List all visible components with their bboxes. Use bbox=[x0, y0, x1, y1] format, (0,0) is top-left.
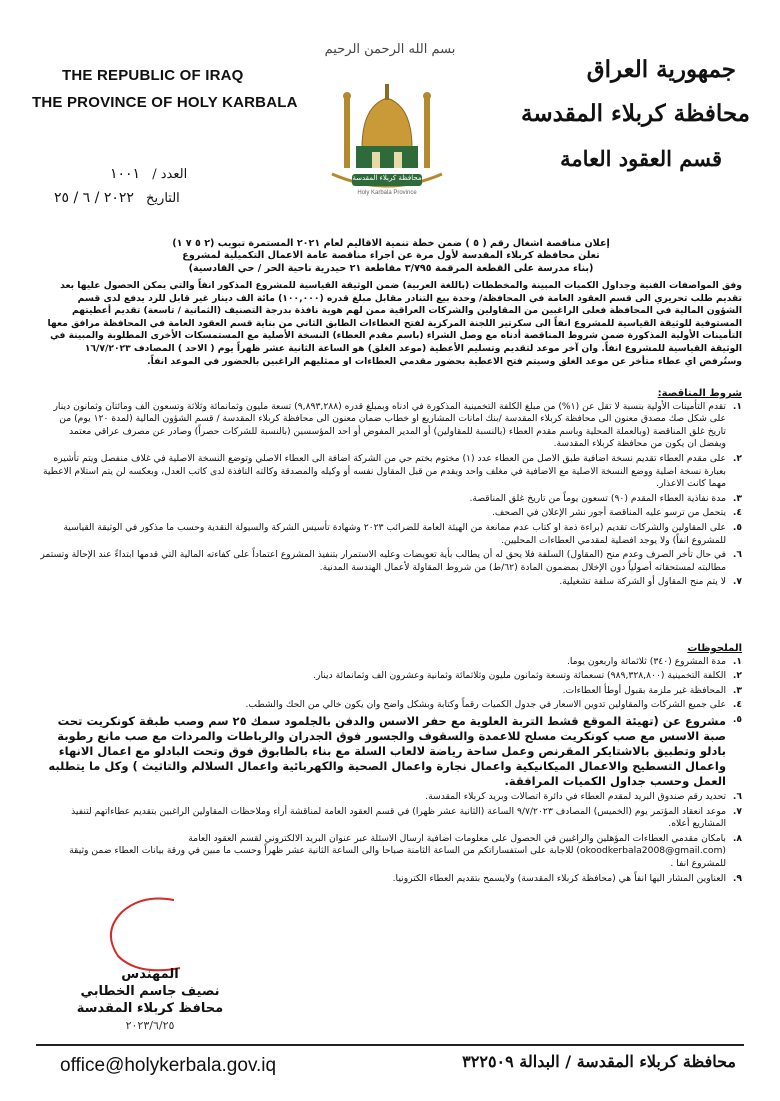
footer-address-ar: محافظة كربلاء المقدسة / البدالة ٣٢٢٥٠٩ bbox=[462, 1052, 736, 1071]
notes-item bbox=[40, 714, 742, 789]
notes-item bbox=[40, 833, 742, 871]
conditions-item-text: على المقاولين والشركات تقديم (براءة ذمة او كتاب عدم ممانعة من الهيئة العامة للضرائب ٢٠٢٣ وشهادة تأسيس الشركة والسيولة النقدية وحسب ما مذكور في الوثيقة القياسية للمشروع انفاً) ولا يوجد افضلية لمقدمي العطاءات المحليين. bbox=[63, 521, 726, 546]
emblem-caption-en: Holy Karbala Province bbox=[357, 190, 417, 196]
conditions-section bbox=[40, 388, 742, 591]
conditions-item bbox=[40, 549, 742, 574]
intro-paragraph: وفق المواصفات الفنية وجداول الكميات المبينة والمخططات (باللغة العربية) ضمن الوثيقة القياسية للمشروع المذكور انفاً والتي يمكن الحصول عليها بعد تقديم طلب تحريري الى قسم العقود العامة في المحافظة/ وحدة بيع التنادر مقابل مبلغ قدره (١٠٠,٠٠٠) مائة الف دينار غير قابل للرد يدفع لدى قسم الشؤون المالية في المحافظة فعلى الراغبين من المقاولين والشركات العراقية ممن لهم هوية نافذة بدرجة التصنيف (الثمانية / تاسعة) تقديم أعطيتهم المستوفية للوثيقة القياسية للمشروع انفاً الى سكرتير اللجنة المركزية لفتح العطاءات الطابق الثاني من بناية قسم العقود العامة في المحافظة مرافق معها التأمينات الأولية المذكورة ضمن شروط المناقصة أدناه مع وصل الشراء (باسم مقدم العطاء) النسخة الأصلية مع المستمسكات الأخرى المطلوبة والمبينة في الوثيقة القياسية للمشروع انفاً. وان آخر موعد لتقديم وتسليم الأعطية (موعد الغلق) هو الساعة الثانية عشر ظهراً يوم ( الاحد ) المصادف ١٦/٧/٢٠٢٣ وستُرفض اي عطاء متأخر عن موعد الغلق وسيتم فتح الاعطية بحضور مقدمي العطاءات او ممثليهم الراغبين بالحضور في الموعد انفاً. bbox=[47, 280, 742, 367]
conditions-item bbox=[40, 493, 742, 506]
republic-title-en: THE REPUBLIC OF IRAQ bbox=[62, 67, 244, 84]
signature-block bbox=[70, 966, 230, 1034]
announcement-header bbox=[40, 238, 742, 275]
notes-item-number: ٢. bbox=[732, 670, 742, 682]
karbala-emblem-logo bbox=[322, 78, 452, 206]
notes-item-text: مشروع عن (تهيئة الموقع قشط التربة العلوية مع حفر الاسس والدفن بالجلمود سمك ٢٥ سم وصب طبقة كونكريت تحت صبة الاسس مع صب كونكريت مسلح للاعمدة والسقوف والجسور فوق الجدران والرباطات والمردات مع صب مانع رطوبة بادلو وتطبيق بالاشتايكر المقرنص وعمل ساحة رياضة لالعاب السلة مع بناء بالطابوق فوق وتحت البادلو مع اعمال الانهاء واعمال التسطيح والاعمال الميكانيكية واعمال نجارة واعمال الصحية والكهربائية واعمال السلالم والتاثيث ) وكل ما يتطلبه العمل وحسب جداول الكميات المرافقة. bbox=[48, 713, 726, 788]
footer-divider bbox=[36, 1044, 744, 1046]
notes-item-text: الكلفة التخمينية (٩٨٩,٣٢٨,٨٠٠) تسعمائة وتسعة وثمانون مليون وثلاثمائة وثمانية وعشرون الف وثمانمائة دينار. bbox=[313, 670, 726, 682]
conditions-item-number: ٦. bbox=[732, 549, 742, 561]
conditions-item-number: ٧. bbox=[732, 576, 742, 588]
notes-list bbox=[40, 656, 742, 886]
conditions-item-number: ٥. bbox=[732, 521, 742, 533]
notes-item-number: ٩. bbox=[732, 872, 742, 884]
conditions-item-text: لا يتم منح المقاول أو الشركة سلفة تشغيلية. bbox=[559, 576, 726, 588]
conditions-item-number: ٣. bbox=[732, 492, 742, 504]
notes-title: الملحوظات bbox=[687, 643, 742, 654]
date-value: ٢٠٢٢ / ٦ / ٢٥ bbox=[54, 190, 134, 206]
bismillah: بسم الله الرحمن الرحيم bbox=[324, 42, 456, 57]
notes-item bbox=[40, 791, 742, 804]
conditions-item-text: مدة نفاذية العطاء المقدم (٩٠) تسعون يوماً من تاريخ غلق المناقصة. bbox=[469, 492, 726, 504]
notes-section bbox=[40, 643, 742, 887]
notes-item-text: المحافظة غير ملزمة بقبول أوطأ العطاءات. bbox=[562, 684, 726, 696]
notes-item bbox=[40, 699, 742, 712]
conditions-list bbox=[40, 401, 742, 589]
conditions-item bbox=[40, 576, 742, 589]
notes-item-text: موعد انعقاد المؤتمر يوم (الخميس) المصادف ٩/٧/٢٠٢٣ الساعة (الثانية عشر ظهرا) في قسم العقود العامة لمناقشة أراء وملاحظات المقاولين الراغبين بتقديم عطاءاتهم لتنفيذ المشاريع أعلاه. bbox=[71, 805, 726, 830]
signature-title: المهندس bbox=[121, 967, 179, 982]
notes-item-text: بامكان مقدمي العطاءات المؤهلين والراغبين في الحصول على معلومات اضافية ارسال الاسئلة عبر عنوان البريد الالكتروني لقسم العقود العامة (okoodkerbala2008@gmail.com) للاجابة على استفساراتكم من الساعة الثامنة صباحا والى الساعة الثانية عشر ظهراً وحسب ما مبين في ورقة بيانات العطاء ضمن وثيقة للمشروع انفا . bbox=[69, 832, 726, 869]
conditions-item bbox=[40, 507, 742, 520]
footer-email: office@holykerbala.gov.iq bbox=[60, 1055, 277, 1076]
notes-item-text: مدة المشروع (٣٤٠) ثلاثمائة واربعون يوما. bbox=[566, 655, 726, 667]
notes-item-number: ١. bbox=[732, 655, 742, 667]
notes-item bbox=[40, 656, 742, 669]
notes-item-number: ٧. bbox=[732, 805, 742, 817]
shrine-icon bbox=[332, 84, 442, 186]
province-title-ar: محافظة كربلاء المقدسة bbox=[521, 100, 750, 127]
notes-item bbox=[40, 806, 742, 831]
notes-item-text: العناوين المشار اليها انفاً هي (محافظة كربلاء المقدسة) ولايسمح بتقديم العطاء الكترونيا. bbox=[392, 872, 726, 884]
conditions-item-number: ٢. bbox=[732, 452, 742, 464]
tender-title-line3: (بناء مدرسة على القطعة المرقمة ٣/٧٩٥ مقاطعة ٢١ حيدرية ناحية الحر / حي القادسية) bbox=[188, 262, 594, 274]
tender-title-line1: إعلان مناقصة اشغال رقم ( ٥ ) ضمن خطة تنمية الاقاليم لعام ٢٠٢١ المستمرة تبويب (٢ ٥ ٧ ١) bbox=[172, 238, 610, 249]
notes-item bbox=[40, 685, 742, 698]
conditions-item-text: في حال تأخر الصرف وعدم منح (المقاول) السلفة فلا يحق له أن يطالب بأية تعويضات وعليه الاستمرار بتنفيذ المشروع اعتماداً على كفاءته المالية التي قدمها ابتداءً عند الإحالة وتستمر مطالبته لمستحقاته أصولياً دون الإخلال بمضمون المادة (٦٢/ط) من شروط المقاولة لأعمال الهندسة المدنية. bbox=[40, 549, 726, 573]
emblem-caption: محافظة كربلاء المقدسة bbox=[352, 174, 422, 182]
notes-item-text: على جميع الشركات والمقاولين تدوين الاسعار في جدول الكميات رقماً وكتابة وبشكل واضح وان يكون خالي من الحك والشطب. bbox=[245, 699, 726, 711]
tender-title-line2: تعلن محافظة كربلاء المقدسة لأول مرة عن اجراء مناقصة عامة الاعمال التكميلية لمشروع bbox=[182, 250, 600, 262]
notes-item-number: ٦. bbox=[732, 790, 742, 802]
department-title-ar: قسم العقود العامة bbox=[560, 146, 722, 171]
conditions-item bbox=[40, 522, 742, 547]
conditions-item-number: ١. bbox=[732, 400, 742, 412]
conditions-item bbox=[40, 401, 742, 451]
republic-title-ar: جمهورية العراق bbox=[586, 56, 736, 83]
reference-number bbox=[110, 166, 187, 182]
notes-item-number: ٣. bbox=[732, 684, 742, 696]
date-label: التاريخ bbox=[146, 191, 180, 206]
conditions-item bbox=[40, 453, 742, 491]
notes-item bbox=[40, 670, 742, 683]
conditions-item-text: يتحمل من ترسو عليه المناقصة أجور نشر الإعلان في الصحف. bbox=[491, 507, 726, 519]
number-label: العدد / bbox=[152, 167, 188, 182]
notes-item-text: تحديد رقم صندوق البريد لمقدم العطاء في دائرة اتصالات وبريد كربلاء المقدسة. bbox=[425, 790, 726, 802]
province-title-en: THE PROVINCE OF HOLY KARBALA bbox=[32, 94, 298, 111]
number-value: ١٠٠١ bbox=[110, 166, 141, 182]
conditions-item-number: ٤. bbox=[732, 507, 742, 519]
reference-date bbox=[54, 190, 180, 206]
notes-item-number: ٨. bbox=[732, 832, 742, 844]
conditions-item-text: على مقدم العطاء تقديم نسخة اضافية طبق الاصل من العطاء عدد (١) مختوم بختم حي من الشركة اضافة الى العطاء الاصلي وتوضع النسخة الاصلية في غلاف منفصل ويتم تأشيره بعبارة نسخة اصلية ووضع النسخة الاصلية مع الاضافية في مغلف واحد ويقدم من قبل المقاول نفسه أو وكيله والمصدقة وكالته النافذة لدى كاتب العدل، وبعكسه لن يتم استلام الاعطية مهما كانت الاعذار. bbox=[42, 452, 726, 490]
notes-item-number: ٤. bbox=[732, 699, 742, 711]
notes-item bbox=[40, 873, 742, 886]
signature-name: نصيف جاسم الخطابي bbox=[80, 984, 220, 999]
notes-item-number: ٥. bbox=[732, 713, 742, 725]
conditions-title: شروط المناقصة: bbox=[657, 388, 742, 399]
conditions-item-text: تقدم التأمينات الأولية بنسبة لا تقل عن (١%) من مبلغ الكلفة التخمينية المذكورة في ادناه وبمبلغ قدره (٩,٨٩٣,٢٨٨) تسعة مليون وثمانمائة وثلاثة وتسعون الف ومائتان وثمانون دينار على شكل صك مصدق معنون الى محافظة كربلاء المقدسة /بنك امانات المشاريع او خطاب ضمان معنون الى محافظة كربلاء المقدسة / قسم الشؤون المالية (لمدة ١٢٠ يوم) من تاريخ غلق المناقصة (وبالعملة المحلية وباسم مقدم العطاء (بالنسبة للمقاولين) أو المدير المفوض أو احد المؤسسين (بالنسبة للشركات حصراً) وصادر عن مصرف عراقي معتمد ويفضل ان يكون من محافظة كربلاء المقدسة. bbox=[53, 400, 726, 450]
signature-date: ٢٠٢٣/٦/٢٥ bbox=[125, 1019, 175, 1032]
signature-position: محافظ كربلاء المقدسة bbox=[76, 1001, 224, 1016]
